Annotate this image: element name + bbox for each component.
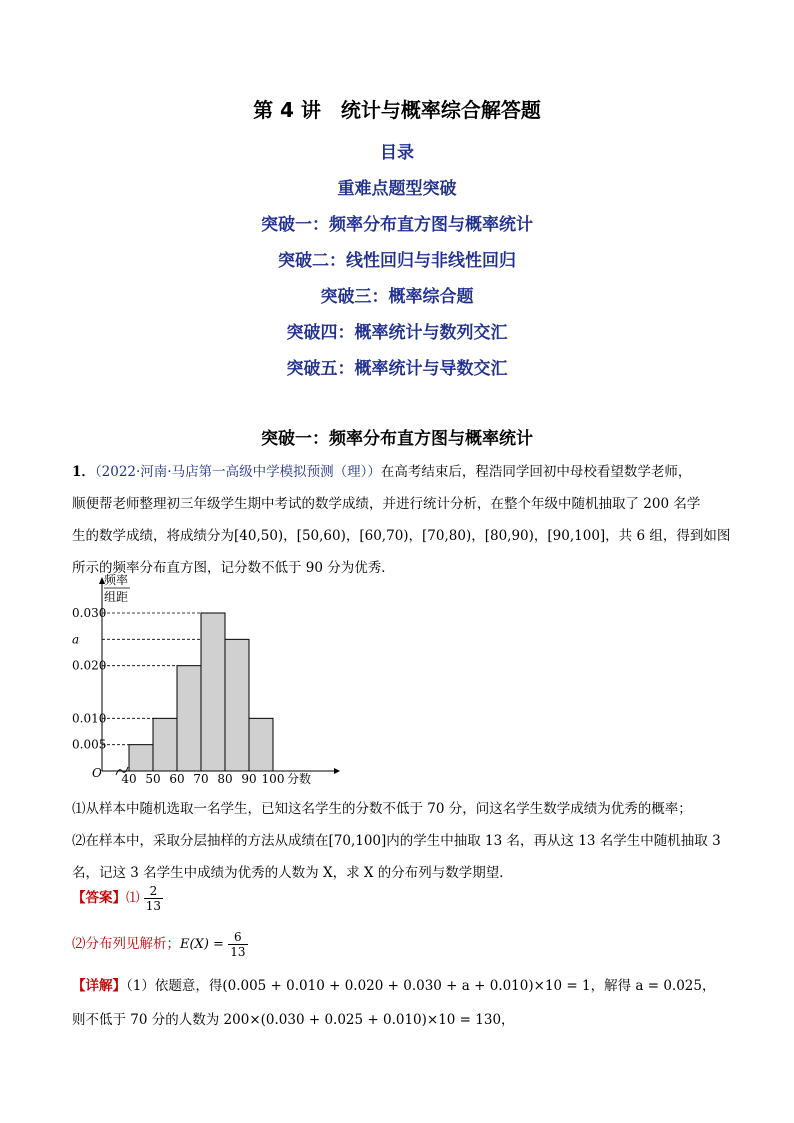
problem-line-1 bbox=[72, 460, 691, 480]
problem-line-4: 所示的频率分布直方图，记分数不低于 90 分为优秀． bbox=[72, 560, 395, 576]
y-tick-label: 0.020 bbox=[72, 658, 107, 673]
answer-line-1 bbox=[72, 884, 163, 913]
detail-text-1: （1）依题意，得(0.005 + 0.010 + 0.020 + 0.030 + a + 0.010)×10 = 1，解得 a = 0.025， bbox=[126, 978, 716, 994]
y-axis-label-top: 频率 bbox=[103, 574, 129, 587]
answer-tag: 【答案】 bbox=[72, 890, 126, 906]
x-axis-arrow bbox=[334, 768, 340, 774]
frequency-histogram bbox=[72, 574, 342, 790]
answer-part2-label: ⑵分布列见解析； bbox=[72, 936, 180, 952]
y-tick-label: a bbox=[72, 632, 80, 647]
toc-item-4[interactable]: 突破四：概率统计与数列交汇 bbox=[286, 323, 508, 343]
page-title: 第 4 讲 统计与概率综合解答题 bbox=[253, 98, 541, 122]
problem-line-2: 顺便帮老师整理初三年级学生期中考试的数学成绩，并进行统计分析，在整个年级中随机抽取了 200 名学 bbox=[72, 496, 701, 512]
answer-part2-fraction bbox=[228, 930, 247, 959]
toc-subheading: 重难点题型突破 bbox=[337, 179, 457, 199]
toc-item-1[interactable]: 突破一：频率分布直方图与概率统计 bbox=[261, 215, 533, 235]
detail-tag: 【详解】 bbox=[72, 978, 126, 994]
answer-part1-denominator: 13 bbox=[145, 899, 162, 913]
detail-line-2: 则不低于 70 分的人数为 200×(0.030 + 0.025 + 0.010)×10 = 130， bbox=[72, 1012, 515, 1028]
question-1: ⑴从样本中随机选取一名学生，已知这名学生的分数不低于 70 分，问这名学生数学成绩为优秀的概率； bbox=[72, 801, 692, 817]
y-tick-label: 0.010 bbox=[72, 711, 107, 726]
answer-part2-expr: E(X) = bbox=[180, 937, 224, 952]
toc-item-5[interactable]: 突破五：概率统计与导数交汇 bbox=[286, 359, 508, 379]
x-tick-label: 100 bbox=[261, 772, 285, 786]
problem-number: 1． bbox=[72, 464, 95, 480]
histogram-bar bbox=[249, 718, 273, 771]
answer-part2-denominator: 13 bbox=[230, 945, 246, 959]
question-2-line-1: ⑵在样本中，采取分层抽样的方法从成绩在[70,100]内的学生中抽取 13 名，再从这 13 名学生中随机抽取 3 bbox=[72, 833, 721, 849]
x-axis-label: 分数 bbox=[287, 772, 312, 786]
histogram-bar bbox=[177, 666, 201, 771]
x-tick-label: 80 bbox=[217, 772, 233, 786]
answer-part1-label: ⑴ bbox=[126, 890, 140, 906]
answer-line-2 bbox=[72, 930, 248, 959]
x-tick-label: 40 bbox=[121, 772, 137, 786]
answer-part1-numerator: 2 bbox=[149, 884, 158, 898]
y-tick-label: 0.005 bbox=[72, 737, 107, 752]
origin-label: O bbox=[92, 766, 102, 780]
toc-item-2[interactable]: 突破二：线性回归与非线性回归 bbox=[278, 251, 516, 271]
problem-line-3: 生的数学成绩，将成绩分为[40,50)，[50,60)，[60,70)，[70,80)，[80,90)，[90,100]，共 6 组，得到如图 bbox=[72, 528, 731, 544]
y-tick-label: 0.030 bbox=[72, 606, 107, 620]
problem-text-1: 在高考结束后，程浩同学回初中母校看望数学老师， bbox=[380, 464, 692, 480]
x-tick-label: 70 bbox=[193, 772, 209, 786]
question-2-line-2: 名，记这 3 名学生中成绩为优秀的人数为 X，求 X 的分布列与数学期望． bbox=[72, 865, 513, 881]
toc-item-3[interactable]: 突破三：概率综合题 bbox=[320, 287, 474, 307]
answer-part2-numerator: 6 bbox=[234, 930, 242, 944]
histogram-bar bbox=[129, 745, 153, 771]
histogram-bar bbox=[225, 639, 249, 771]
section-title: 突破一：频率分布直方图与概率统计 bbox=[261, 429, 533, 449]
x-tick-label: 60 bbox=[169, 772, 185, 786]
problem-source: （2022·河南·马店第一高级中学模拟预测（理）） bbox=[94, 464, 381, 480]
histogram-bar bbox=[201, 613, 225, 771]
x-tick-label: 50 bbox=[145, 772, 161, 786]
answer-part1-fraction bbox=[144, 884, 163, 913]
detail-line-1 bbox=[72, 974, 715, 994]
toc-heading: 目录 bbox=[380, 143, 414, 163]
y-axis-label-bottom: 组距 bbox=[103, 590, 129, 604]
histogram-bar bbox=[153, 718, 177, 771]
x-tick-label: 90 bbox=[241, 772, 257, 786]
